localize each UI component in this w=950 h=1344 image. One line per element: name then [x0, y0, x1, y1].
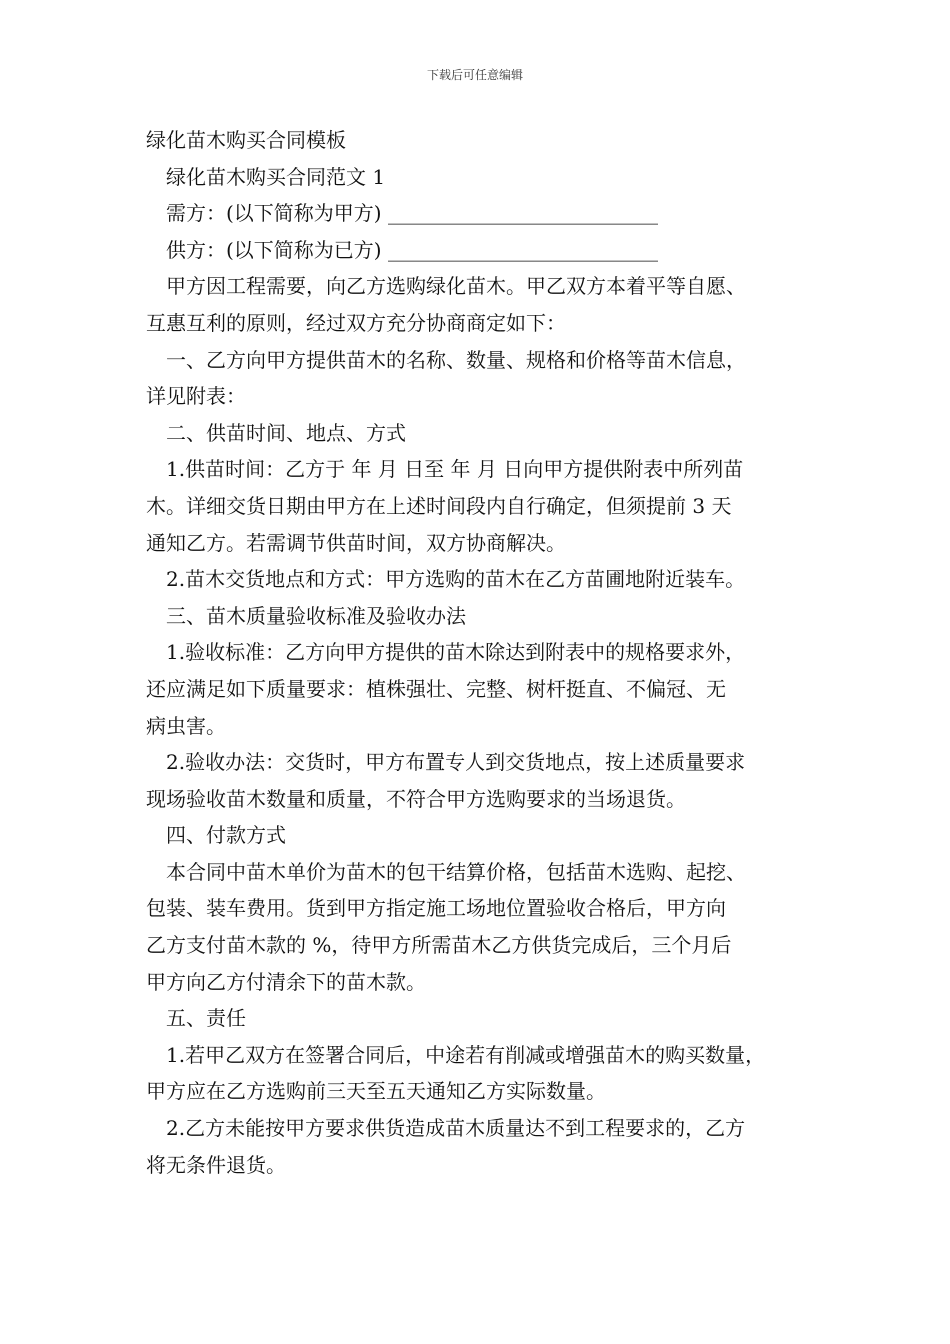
paragraph-line: 甲方向乙方付清余下的苗木款。 — [146, 969, 426, 994]
paragraph-line: 本合同中苗木单价为苗木的包干结算价格，包括苗木选购、起挖、 — [166, 859, 746, 884]
section-heading: 二、供苗时间、地点、方式 — [166, 420, 406, 445]
paragraph-line: 1.验收标准：乙方向甲方提供的苗木除达到附表中的规格要求外， — [166, 640, 746, 665]
paragraph-line: 木。详细交货日期由甲方在上述时间段内自行确定，但须提前 3 天 — [146, 493, 732, 518]
page-header: 下载后可任意编辑 — [426, 68, 523, 82]
paragraph-line: 详见附表： — [146, 384, 246, 409]
paragraph-line: 互惠互利的原则，经过双方充分协商商定如下： — [146, 310, 566, 335]
supplier-line: 供方：(以下简称为已方) ___________________________ — [166, 237, 658, 262]
section-line: 一、乙方向甲方提供苗木的名称、数量、规格和价格等苗木信息， — [166, 347, 746, 372]
document-title: 绿化苗木购买合同模板 — [146, 128, 346, 152]
paragraph-line: 甲方应在乙方选购前三天至五天通知乙方实际数量。 — [146, 1079, 606, 1104]
section-heading: 四、付款方式 — [166, 823, 286, 848]
paragraph-line: 1.若甲乙双方在签署合同后，中途若有削减或增强苗木的购买数量， — [166, 1042, 766, 1067]
paragraph-line: 病虫害。 — [146, 713, 226, 738]
paragraph-line: 1.供苗时间：乙方于 年 月 日至 年 月 日向甲方提供附表中所列苗 — [166, 457, 744, 482]
paragraph-line: 乙方支付苗木款的 %，待甲方所需苗木乙方供货完成后，三个月后 — [146, 933, 732, 958]
paragraph-line: 将无条件退货。 — [146, 1152, 286, 1177]
paragraph-line: 通知乙方。若需调节供苗时间，双方协商解决。 — [146, 530, 566, 555]
paragraph-line: 现场验收苗木数量和质量，不符合甲方选购要求的当场退货。 — [146, 786, 686, 811]
paragraph-line: 2.苗木交货地点和方式：甲方选购的苗木在乙方苗圃地附近装车。 — [166, 567, 746, 592]
paragraph-line: 包装、装车费用。货到甲方指定施工场地位置验收合格后，甲方向 — [146, 896, 726, 921]
contract-subtitle: 绿化苗木购买合同范文 1 — [166, 164, 386, 189]
paragraph-line: 2.乙方未能按甲方要求供货造成苗木质量达不到工程要求的，乙方 — [166, 1116, 746, 1141]
document-body — [146, 122, 826, 1183]
buyer-line: 需方：(以下简称为甲方) ___________________________ — [166, 201, 658, 226]
paragraph-line: 还应满足如下质量要求：植株强壮、完整、树杆挺直、不偏冠、无 — [146, 676, 726, 701]
paragraph-line: 2.验收办法：交货时，甲方布置专人到交货地点，按上述质量要求 — [166, 750, 746, 775]
section-heading: 五、责任 — [166, 1006, 246, 1031]
paragraph-line: 甲方因工程需要，向乙方选购绿化苗木。甲乙双方本着平等自愿、 — [166, 274, 746, 299]
section-heading: 三、苗木质量验收标准及验收办法 — [166, 603, 466, 628]
